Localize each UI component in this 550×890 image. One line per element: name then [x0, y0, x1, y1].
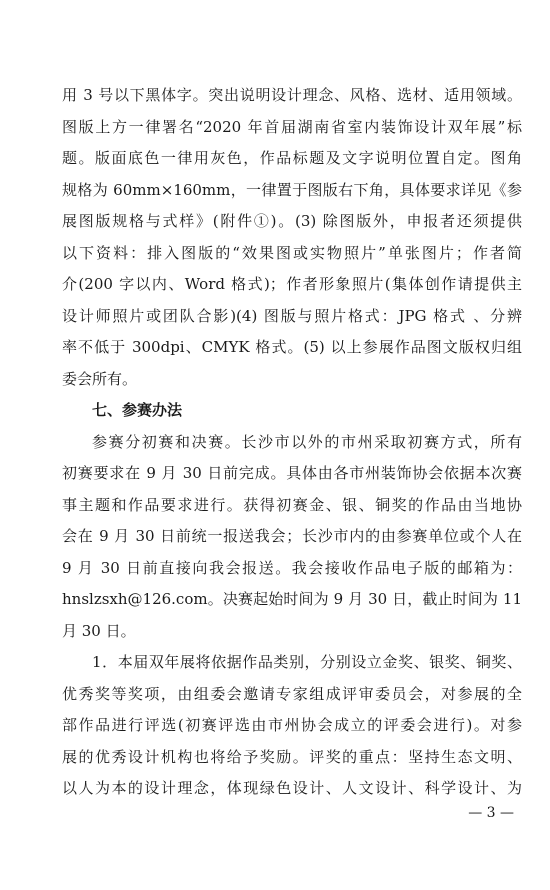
text-line: 题。版面底色一律用灰色，作品标题及文字说明位置自定。图角 — [62, 149, 522, 167]
text-line: 图版上方一律署名“2020 年首届湖南省室内装饰设计双年展”标 — [62, 117, 522, 136]
text-line: 展的优秀设计机构也将给予奖励。评奖的重点：坚持生态文明、 — [62, 747, 522, 766]
text-line: 部作品进行评选(初赛评选由市州协会成立的评委会进行)。对参 — [62, 716, 522, 734]
page-number: — 3 — — [468, 805, 514, 821]
text-line: 用 3 号以下黑体字。突出说明设计理念、风格、选材、适用领域。 — [62, 86, 522, 104]
document-body — [62, 80, 522, 805]
text-line: 展图版规格与式样》(附件①)。(3) 除图版外，申报者还须提供 — [62, 212, 522, 230]
paragraph-requirements — [62, 80, 522, 395]
text-line: 以人为本的设计理念，体现绿色设计、人文设计、科学设计、为 — [62, 779, 522, 797]
text-line: 参赛分初赛和决赛。长沙市以外的市州采取初赛方式，所有 — [92, 432, 522, 451]
text-line: hnslzsxh@126.com。决赛起始时间为 9 月 30 日，截止时间为 11 — [62, 590, 522, 608]
text-line: 9 月 30 日前直接向我会报送。我会接收作品电子版的邮箱为： — [62, 558, 522, 577]
text-line: 委会所有。 — [62, 369, 138, 388]
text-line: 率不低于 300dpi、CMYK 格式。(5) 以上参展作品图文版权归组 — [62, 338, 522, 356]
text-line: 初赛要求在 9 月 30 日前完成。具体由各市州装饰协会依据本次赛 — [62, 464, 522, 482]
paragraph-awards — [62, 647, 522, 805]
text-line: 优秀奖等奖项，由组委会邀请专家组成评审委员会，对参展的全 — [62, 684, 522, 703]
text-line: 介(200 字以内、Word 格式)；作者形象照片(集体创作请提供主 — [62, 275, 522, 293]
paragraph-participation — [62, 427, 522, 648]
section-heading: 七、参赛办法 — [92, 401, 183, 419]
text-line: 设计师照片或团队合影)(4) 图版与照片格式：JPG 格式 、分辨 — [62, 306, 522, 325]
text-line: 规格为 60mm×160mm，一律置于图版右下角，具体要求详见《参 — [62, 180, 522, 199]
text-line: 1．本届双年展将依据作品类别，分别设立金奖、银奖、铜奖、 — [92, 653, 522, 671]
text-line: 会在 9 月 30 日前统一报送我会；长沙市内的由参赛单位或个人在 — [62, 527, 522, 545]
text-line: 事主题和作品要求进行。获得初赛金、银、铜奖的作品由当地协 — [62, 495, 522, 514]
text-line: 以下资料：排入图版的“效果图或实物照片”单张图片；作者简 — [62, 243, 522, 262]
text-line: 月 30 日。 — [62, 621, 136, 640]
